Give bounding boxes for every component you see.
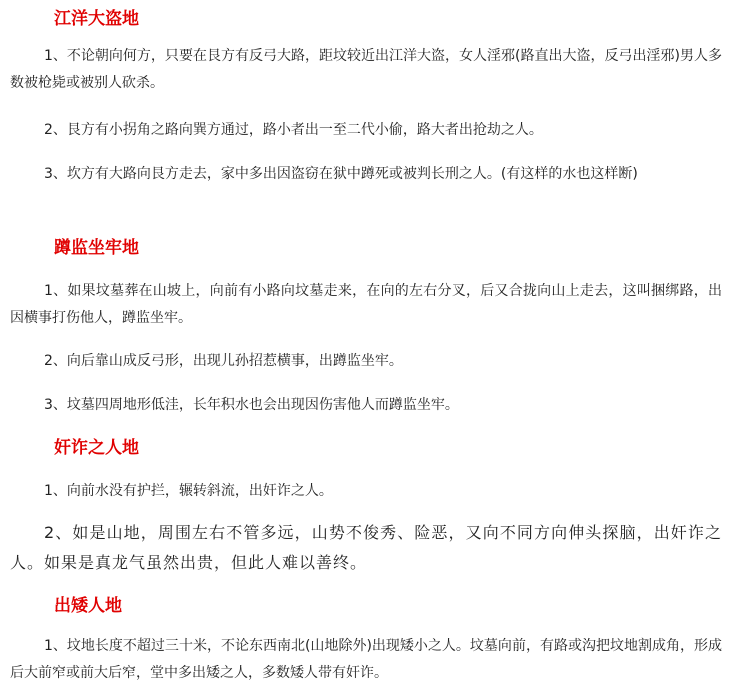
paragraph-robber-2: 2、艮方有小拐角之路向巽方通过，路小者出一至二代小偷，路大者出抢劫之人。: [44, 122, 543, 138]
section-heading-prison-land: 蹲监坐牢地: [54, 238, 139, 258]
section-heading-cunning-land: 奸诈之人地: [54, 438, 139, 458]
paragraph-cunning-1: 1、向前水没有护拦，辗转斜流，出奸诈之人。: [44, 483, 333, 499]
section-heading-short-people-land: 出矮人地: [54, 596, 122, 616]
section-heading-robber-land: 江洋大盗地: [54, 9, 139, 29]
paragraph-cunning-2: 2、如是山地，周围左右不管多远，山势不俊秀、险恶，又向不同方向伸头探脑，出奸诈之人。如果是真龙气虽然出贵，但此人难以善终。: [10, 523, 722, 572]
paragraph-prison-3: 3、坟墓四周地形低洼，长年积水也会出现因伤害他人而蹲监坐牢。: [44, 397, 459, 413]
paragraph-robber-3: 3、坎方有大路向艮方走去，家中多出因盗窃在狱中蹲死或被判长刑之人。(有这样的水也这样断): [44, 166, 638, 182]
paragraph-prison-2: 2、向后靠山成反弓形，出现儿孙招惹横事，出蹲监坐牢。: [44, 353, 403, 369]
paragraph-robber-1: 1、不论朝向何方，只要在艮方有反弓大路，距坟较近出江洋大盗，女人淫邪(路直出大盗，反弓出淫邪)男人多数被枪毙或被别人砍杀。: [10, 48, 722, 91]
paragraph-prison-1: 1、如果坟墓葬在山坡上，向前有小路向坟墓走来，在向的左右分叉，后又合拢向山上走去，这叫捆绑路，出因横事打伤他人，蹲监坐牢。: [10, 283, 722, 326]
paragraph-short-people-1: 1、坟地长度不超过三十米，不论东西南北(山地除外)出现矮小之人。坟墓向前，有路或沟把坟地割成角，形成后大前窄或前大后窄，堂中多出矮之人，多数矮人带有奸诈。: [10, 638, 722, 681]
